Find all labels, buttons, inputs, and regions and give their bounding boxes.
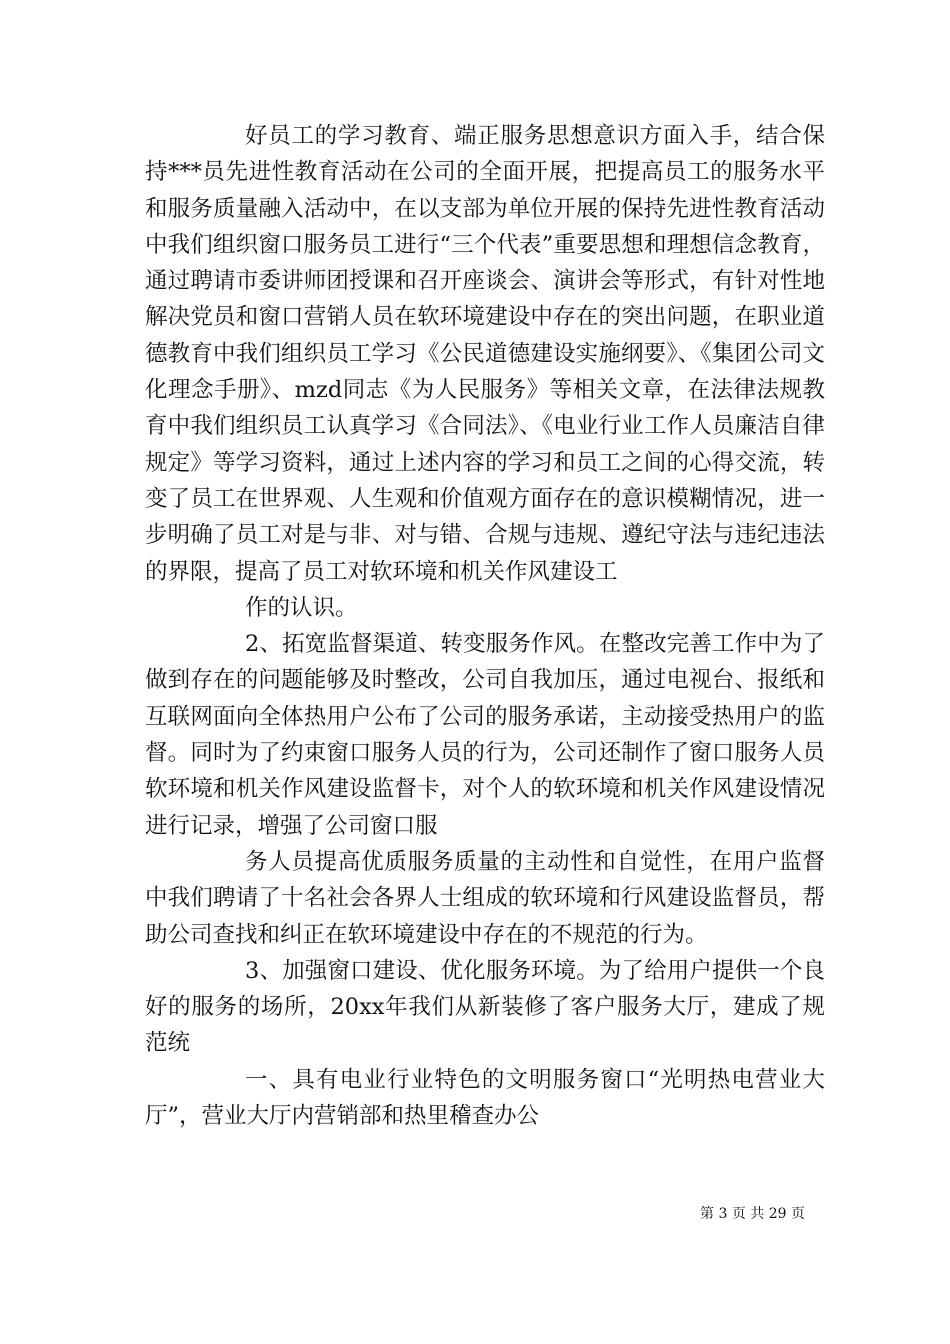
paragraph-4: 务人员提高优质服务质量的主动性和自觉性，在用户监督中我们聘请了十名社会各界人士组成的软环境和行风建设监督员，帮助公司查找和纠正在软环境建设中存在的不规范的行为。 [145, 848, 825, 948]
paragraph-3: 2、拓宽监督渠道、转变服务作风。在整改完善工作中为了做到存在的问题能够及时整改，公司自我加压，通过电视台、报纸和互联网面向全体热用户公布了公司的服务承诺，主动接受热用户的监督。同时为了约束窗口服务人员的行为，公司还制作了窗口服务人员软环境和机关作风建设监督卡，对个人的软环境和机关作风建设情况进行记录，增强了公司窗口服 [145, 631, 825, 839]
document-body [145, 118, 825, 1134]
paragraph-6: 一、具有电业行业特色的文明服务窗口“光明热电营业大厅”，营业大厅内营销部和热里稽查办公 [145, 1066, 825, 1130]
page-number-footer: 第 3 页 共 29 页 [700, 1206, 805, 1222]
paragraph-5: 3、加强窗口建设、优化服务环境。为了给用户提供一个良好的服务的场所，20xx年我们从新装修了客户服务大厅，建成了规范统 [145, 957, 825, 1057]
paragraph-1: 好员工的学习教育、端正服务思想意识方面入手，结合保持***员先进性教育活动在公司的全面开展，把提高员工的服务水平和服务质量融入活动中，在以支部为单位开展的保持先进性教育活动中我们组织窗口服务员工进行“三个代表”重要思想和理想信念教育，通过聘请市委讲师团授课和召开座谈会、演讲会等形式，有针对性地解决党员和窗口营销人员在软环境建设中存在的突出问题，在职业道德教育中我们组织员工学习《公民道德建设实施纲要》、《集团公司文化理念手册》、mzd同志《为人民服务》等相关文章，在法律法规教育中我们组织员工认真学习《合同法》、《电业行业工作人员廉洁自律规定》等学习资料，通过上述内容的学习和员工之间的心得交流，转变了员工在世界观、人生观和价值观方面存在的意识模糊情况，进一步明确了员工对是与非、对与错、合规与违规、遵纪守法与违纪违法的界限，提高了员工对软环境和机关作风建设工 [145, 123, 825, 585]
paragraph-2: 作的认识。 [245, 594, 358, 621]
